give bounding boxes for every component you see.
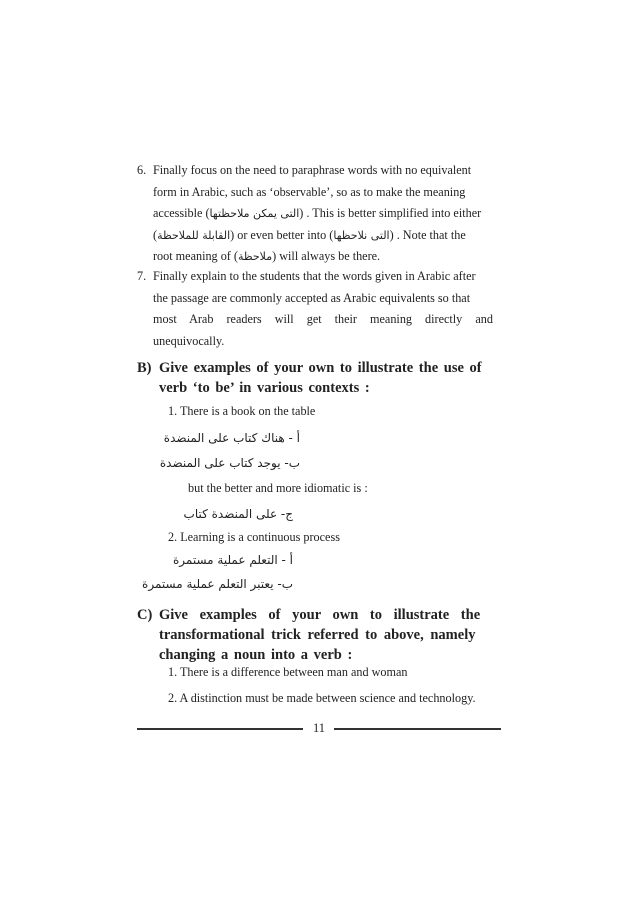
item-6-body: [153, 160, 502, 268]
item-6-line-4-a: (: [153, 227, 158, 242]
item-7-line-4: unequivocally.: [153, 333, 225, 348]
arabic-phrase: التى يمكن ملاحظتها: [209, 207, 300, 220]
footer-rule-right: [334, 728, 501, 730]
item-6-number: 6.: [137, 163, 147, 177]
section-b-line-2: verb ‘to be’ in various contexts :: [159, 380, 370, 396]
item-6-line-3: [153, 203, 502, 225]
item-6-line-3-b: ) . This is better simplified into either: [299, 206, 482, 220]
item-6-line-2: form in Arabic, such as ‘observable’, so as to make the meaning: [153, 184, 466, 199]
item-7-body: [153, 266, 502, 352]
section-c-example-1: 1. There is a difference between man and woman: [168, 665, 408, 679]
section-c-line-2: transformational trick referred to above, namely: [159, 627, 476, 643]
section-c-label: C): [137, 607, 153, 623]
section-c-line-3: changing a noun into a verb :: [159, 647, 353, 663]
section-b-example-1-c: ج- على المنضدة كتاب: [183, 507, 293, 521]
section-b-example-2: 2. Learning is a continuous process: [168, 530, 340, 544]
item-6-paragraph: [137, 160, 502, 268]
section-b-example-1-a: أ - هناك كتاب على المنضدة: [163, 431, 300, 445]
item-6-line-5-b: ) will always be there.: [272, 249, 381, 263]
page-number: 11: [312, 721, 326, 735]
arabic-phrase: القابلة للملاحظة: [157, 228, 231, 242]
arabic-phrase: التى نلاحظها: [333, 228, 390, 242]
section-c-heading: [137, 605, 503, 665]
item-6-line-4-c: ) . Note that the: [389, 227, 466, 242]
item-7-line-1: Finally explain to the students that the words given in Arabic after: [153, 269, 476, 283]
section-b-example-2-b: ب- يعتبر التعلم عملية مستمرة: [142, 577, 293, 591]
item-6-line-3-a: accessible (: [153, 206, 210, 220]
section-b-example-1-b: ب- يوجد كتاب على المنضدة: [159, 456, 300, 470]
item-6-line-4-b: ) or even better into (: [230, 227, 334, 242]
section-c-text: [159, 605, 503, 665]
item-7-number: 7.: [137, 269, 147, 283]
section-b-example-2-a: أ - التعلم عملية مستمرة: [172, 553, 293, 567]
item-6-line-4: [153, 225, 502, 247]
item-6-line-5-a: root meaning of (: [153, 249, 238, 263]
section-b-label: B): [137, 360, 152, 376]
section-b-heading: [137, 358, 503, 398]
item-7-line-2: the passage are commonly accepted as Arabic equivalents so that: [153, 290, 471, 305]
item-7-paragraph: [137, 266, 502, 352]
footer-rule-left: [137, 728, 303, 730]
section-b-example-1: 1. There is a book on the table: [168, 404, 316, 418]
section-b-text: [159, 358, 503, 398]
item-6-line-1: Finally focus on the need to paraphrase words with no equivalent: [153, 163, 472, 177]
item-7-line-3: most Arab readers will get their meaning directly and: [153, 312, 493, 326]
item-6-line-5: [153, 246, 502, 268]
section-b-example-1-note: but the better and more idiomatic is :: [188, 481, 368, 495]
section-c-line-1: Give examples of your own to illustrate the: [159, 607, 481, 623]
section-b-line-1: Give examples of your own to illustrate the use of: [159, 360, 482, 376]
section-c-example-2: 2. A distinction must be made between science and technology.: [168, 691, 476, 705]
arabic-phrase: ملاحظة: [237, 250, 273, 263]
